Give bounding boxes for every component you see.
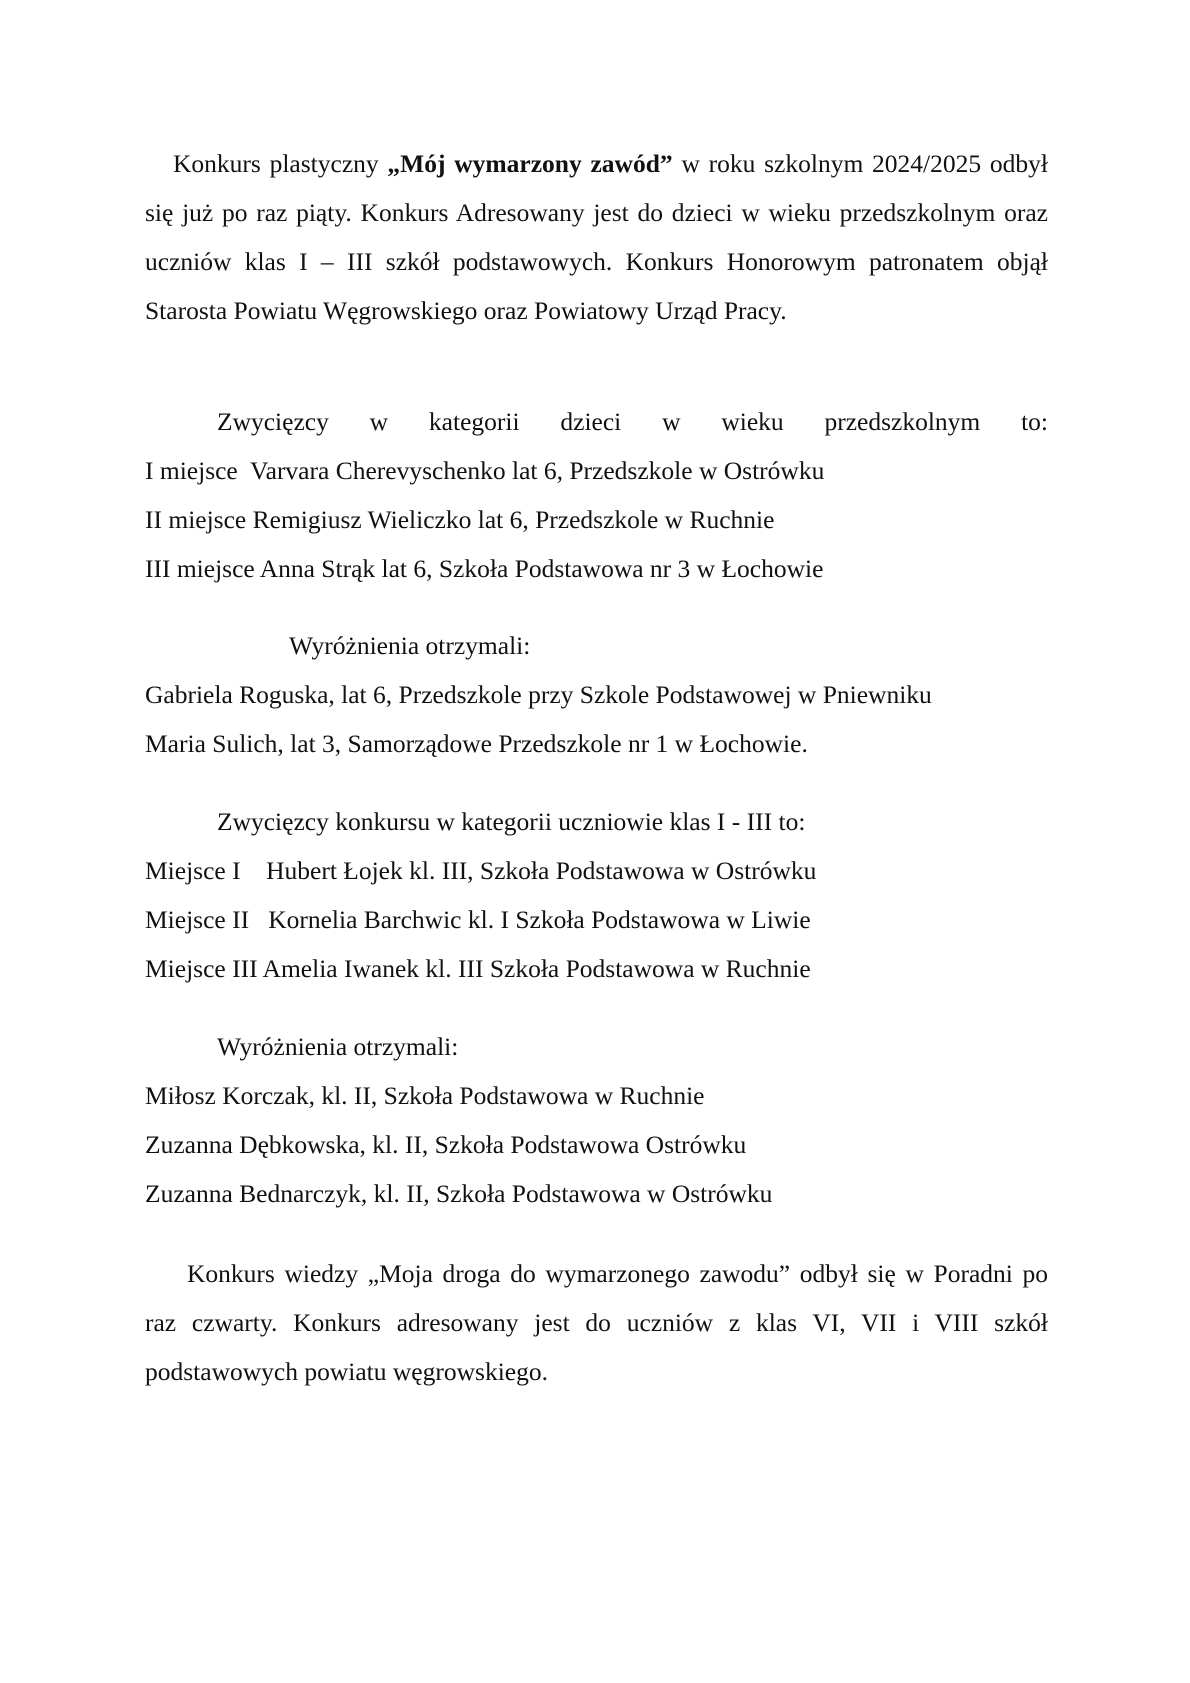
preschool-honors-section [145, 621, 1048, 768]
knowledge-contest-paragraph: Konkurs wiedzy „Moja droga do wymarzonego zawodu” odbył się w Poradni po raz czwarty. Konkurs adresowany jest do uczniów z klas VI, VII i VIII szkół podstawowych powiatu węgrowskiego. [145, 1259, 1048, 1386]
school-honors-heading: Wyróżnienia otrzymali: [217, 1032, 459, 1061]
preschool-honor-1: Gabriela Roguska, lat 6, Przedszkole przy Szkole Podstawowej w Pniewniku [145, 680, 932, 709]
intro-text-rest: w roku szkolnym 2024/2025 odbył się już po raz piąty. Konkurs Adresowany jest do dzieci w wieku przedszkolnym oraz uczniów klas I – III szkół podstawowych. Konkurs Honorowym patronatem objął Starosta Powiatu Węgrowskiego oraz Powiatowy Urząd Pracy. [145, 149, 1048, 325]
contest-title: „Mój wymarzony zawód” [387, 149, 673, 178]
school-honors-section [145, 1022, 1048, 1218]
school-honor-1: Miłosz Korczak, kl. II, Szkoła Podstawowa w Ruchnie [145, 1081, 705, 1110]
preschool-winner-2: II miejsce Remigiusz Wieliczko lat 6, Przedszkole w Ruchnie [145, 505, 775, 534]
school-heading: Zwycięzcy konkursu w kategorii uczniowie klas I - III to: [217, 807, 806, 836]
school-winner-1: Miejsce I Hubert Łojek kl. III, Szkoła Podstawowa w Ostrówku [145, 856, 817, 885]
intro-paragraph [145, 139, 1048, 335]
preschool-section [145, 397, 1048, 593]
preschool-honors-heading: Wyróżnienia otrzymali: [289, 631, 531, 660]
school-winner-3: Miejsce III Amelia Iwanek kl. III Szkoła Podstawowa w Ruchnie [145, 954, 811, 983]
preschool-winner-1: I miejsce Varvara Cherevyschenko lat 6, Przedszkole w Ostrówku [145, 456, 825, 485]
intro-text-start: Konkurs plastyczny [173, 149, 388, 178]
preschool-honor-2: Maria Sulich, lat 3, Samorządowe Przedszkole nr 1 w Łochowie. [145, 729, 808, 758]
school-winner-2: Miejsce II Kornelia Barchwic kl. I Szkoła Podstawowa w Liwie [145, 905, 811, 934]
preschool-heading: Zwycięzcy w kategorii dzieci w wieku przedszkolnym to: [217, 407, 1048, 436]
preschool-winner-3: III miejsce Anna Strąk lat 6, Szkoła Podstawowa nr 3 w Łochowie [145, 554, 824, 583]
school-honor-2: Zuzanna Dębkowska, kl. II, Szkoła Podstawowa Ostrówku [145, 1130, 747, 1159]
school-section [145, 797, 1048, 993]
school-honor-3: Zuzanna Bednarczyk, kl. II, Szkoła Podstawowa w Ostrówku [145, 1179, 773, 1208]
